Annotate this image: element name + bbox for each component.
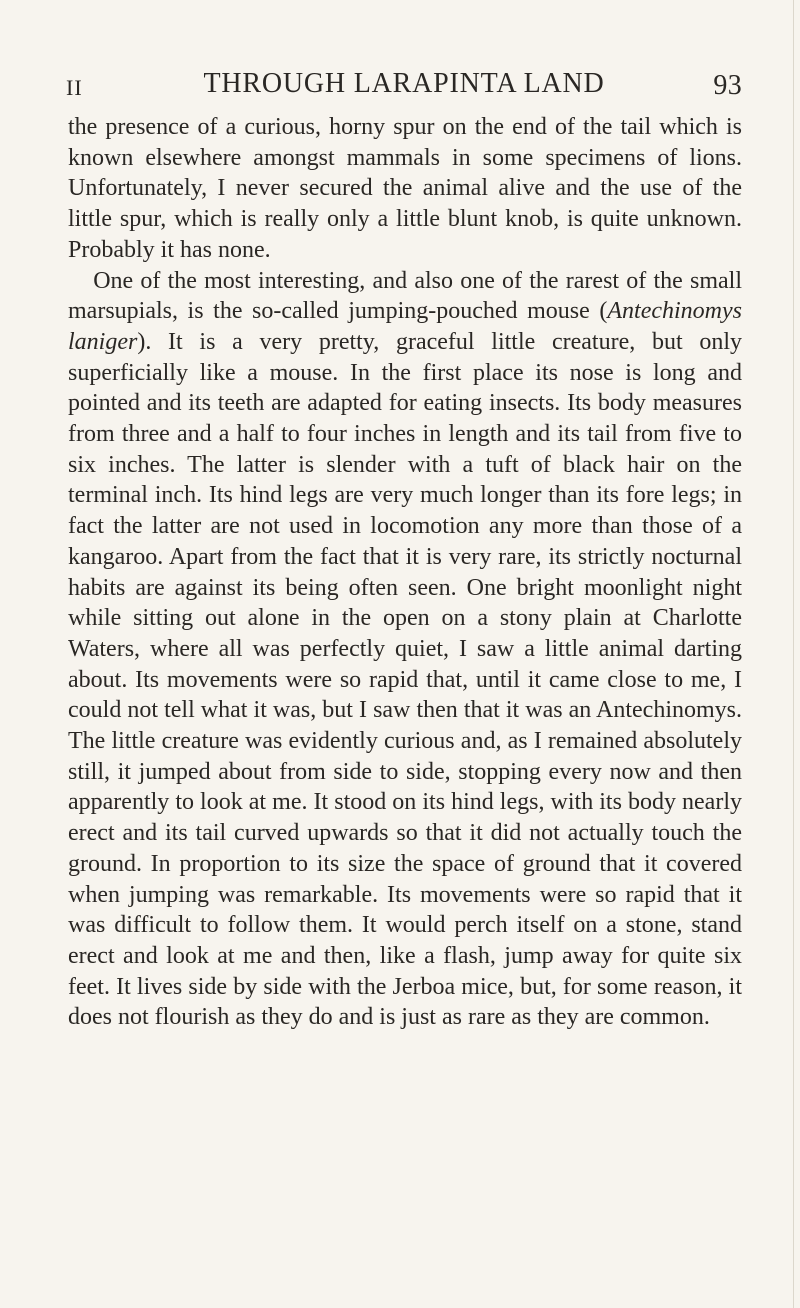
chapter-number: II [66,75,83,100]
paragraph-antechinomys [68,266,742,1034]
page-edge-divider [793,0,794,1308]
page-number: 93 [713,70,742,101]
running-head [66,64,742,104]
paragraph-text-after: ). It is a very pretty, graceful little creature, but only superficially like a mouse. In the first place its nose is long and pointed and its teeth are adapted for eating insects. Its body measures from three and a half to four inches in length and its tail from five to six inches. The latter is slender with a tuft of black hair on the terminal inch. Its hind legs are very much longer than its fore legs; in fact the latter are not used in locomotion any more than those of a kangaroo. Apart from the fact that it is very rare, its strictly nocturnal habits are against its being often seen. One bright moonlight night while sitting out alone in the open on a stony plain at Charlotte Waters, where all was perfectly quiet, I saw a little animal darting about. Its movements were so rapid that, until it came close to me, I could not tell what it was, but I saw then that it was an Antechinomys. The little creature was evidently curious and, as I remained absolutely still, it jumped about from side to side, stopping every now and then apparently to look at me. It stood on its hind legs, with its body nearly erect and its tail curved upwards so that it did not actually touch the ground. In proportion to its size the space of ground that it covered when jumping was remarkable. Its movements were so rapid that it was difficult to follow them. It would perch itself on a stone, stand erect and look at me and then, like a flash, jump away for quite six feet. It lives side by side with the Jerboa mice, but, for some reason, it does not flourish as they do and is just as rare as they are common. [68,328,742,1031]
paragraph-continued: the presence of a curious, horny spur on the end of the tail which is known elsewhere amongst mammals in some specimens of lions. Unfortunately, I never secured the animal alive and the use of the little spur, which is really only a little blunt knob, is quite unknown. Probably it has none. [68,114,742,263]
scientific-name: Antechinomys laniger [68,298,742,355]
running-head-title: THROUGH LARAPINTA LAND [203,68,605,99]
body-text [68,112,742,1033]
paragraph-text-before: One of the most interesting, and also one of the rarest of the small marsupials, is the so-called jumping-pouched mouse ( [68,267,742,325]
